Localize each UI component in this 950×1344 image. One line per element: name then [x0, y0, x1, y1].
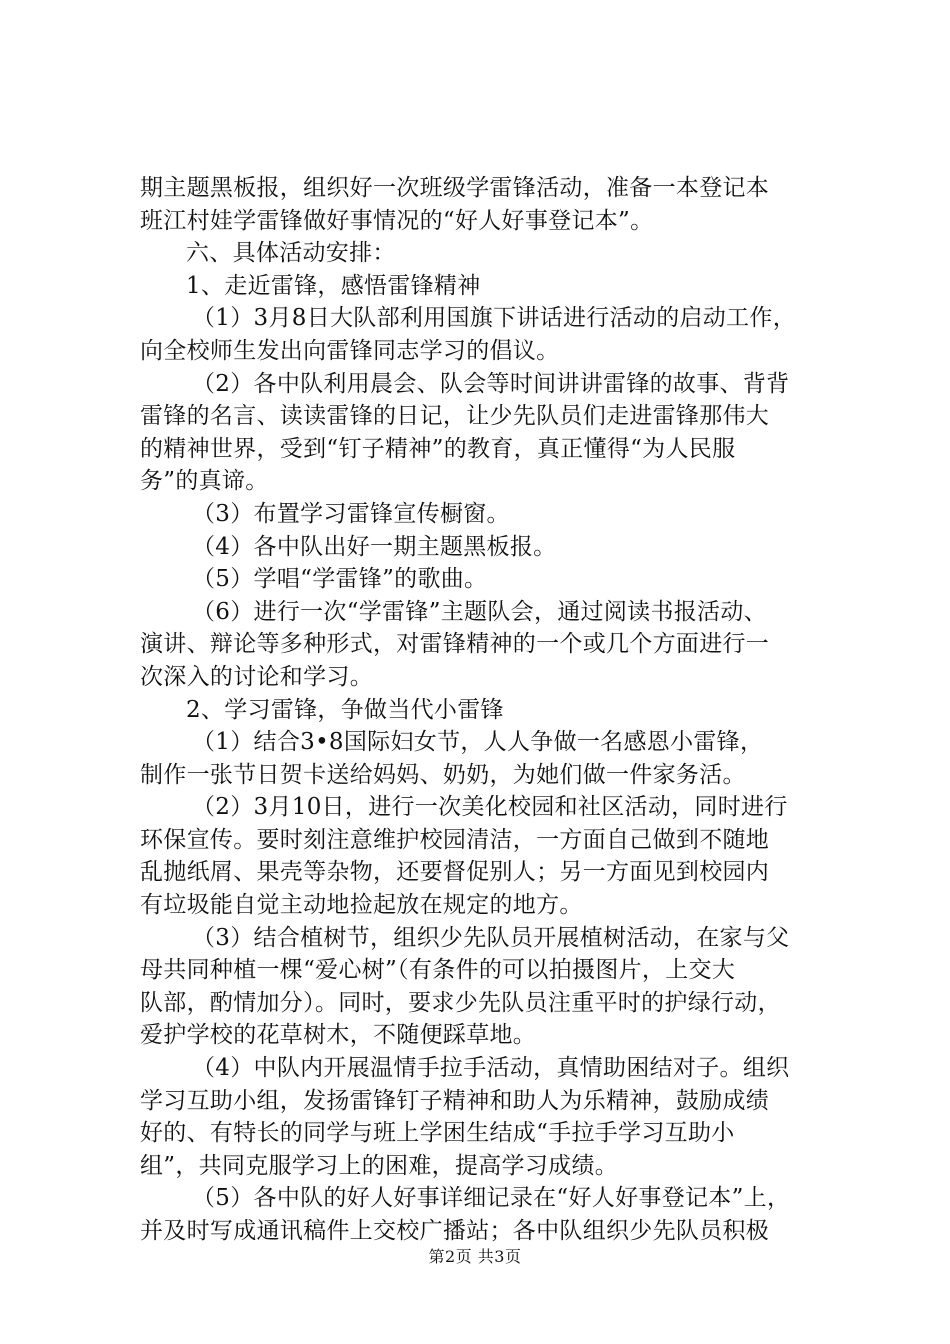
text-line: 好的、有特长的同学与班上学困生结成“手拉手学习互助小: [140, 1120, 735, 1147]
document-body: [140, 172, 830, 1248]
text-line: 乱抛纸屑、果壳等杂物，还要督促别人；另一方面见到校园内: [140, 859, 770, 886]
text-line: （2）3月10日，进行一次美化校园和社区活动，同时进行: [192, 794, 788, 821]
page-footer: 第2页 共3页: [428, 1247, 522, 1266]
text-line: 有垃圾能自觉主动地捡起放在规定的地方。: [140, 892, 583, 919]
text-line: （5）学唱“学雷锋”的歌曲。: [192, 566, 488, 593]
text-line: 务”的真谛。: [140, 468, 269, 495]
text-line: 班江村娃学雷锋做好事情况的“好人好事登记本”。: [140, 207, 654, 234]
text-line: 六、具体活动安排：: [186, 240, 396, 267]
text-line: 2、学习雷锋，争做当代小雷锋: [186, 696, 504, 723]
text-line: 环保宣传。要时刻注意维护校园清洁，一方面自己做到不随地: [140, 826, 770, 853]
text-line: 的精神世界，受到“钉子精神”的教育，真正懂得“为人民服: [140, 435, 736, 462]
text-line: 学习互助小组，发扬雷锋钉子精神和助人为乐精神，鼓励成绩: [140, 1087, 770, 1114]
text-line: 组”，共同克服学习上的困难，提高学习成绩。: [140, 1152, 619, 1179]
text-line: （4）中队内开展温情手拉手活动，真情助困结对子。组织: [192, 1055, 790, 1082]
text-line: （1）结合3•8国际妇女节，人人争做一名感恩小雷锋，: [192, 729, 764, 756]
text-line: 母共同种植一棵“爱心树”（有条件的可以拍摄图片，上交大: [140, 957, 736, 984]
text-line: 次深入的讨论和学习。: [140, 663, 373, 690]
text-line: 制作一张节日贺卡送给妈妈、奶奶，为她们做一件家务活。: [140, 761, 746, 788]
text-line: （5）各中队的好人好事详细记录在“好人好事登记本”上，: [192, 1185, 791, 1212]
text-line: 雷锋的名言、读读雷锋的日记，让少先队员们走进雷锋那伟大: [140, 403, 770, 430]
text-line: 并及时写成通讯稿件上交校广播站；各中队组织少先队员积极: [140, 1218, 770, 1244]
text-line: （2）各中队利用晨会、队会等时间讲讲雷锋的故事、背背: [192, 370, 790, 397]
text-line: 1、走近雷锋，感悟雷锋精神: [186, 272, 481, 299]
text-line: （1）3月8日大队部利用国旗下讲话进行活动的启动工作，: [192, 305, 796, 332]
text-line: （4）各中队出好一期主题黑板报。: [192, 533, 557, 560]
text-line: （3）布置学习雷锋宣传橱窗。: [192, 500, 510, 527]
text-line: 演讲、辩论等多种形式，对雷锋精神的一个或几个方面进行一: [140, 631, 770, 658]
text-line: 向全校师生发出向雷锋同志学习的倡议。: [140, 337, 560, 364]
text-line: （3）结合植树节，组织少先队员开展植树活动，在家与父: [192, 924, 790, 951]
text-line: 爱护学校的花草树木，不随便踩草地。: [140, 1022, 537, 1049]
text-line: 队部，酌情加分）。同时，要求少先队员注重平时的护绿行动，: [140, 989, 781, 1016]
text-line: （6）进行一次“学雷锋”主题队会，通过阅读书报活动、: [192, 598, 767, 625]
text-line: 期主题黑板报，组织好一次班级学雷锋活动，准备一本登记本: [140, 175, 770, 201]
